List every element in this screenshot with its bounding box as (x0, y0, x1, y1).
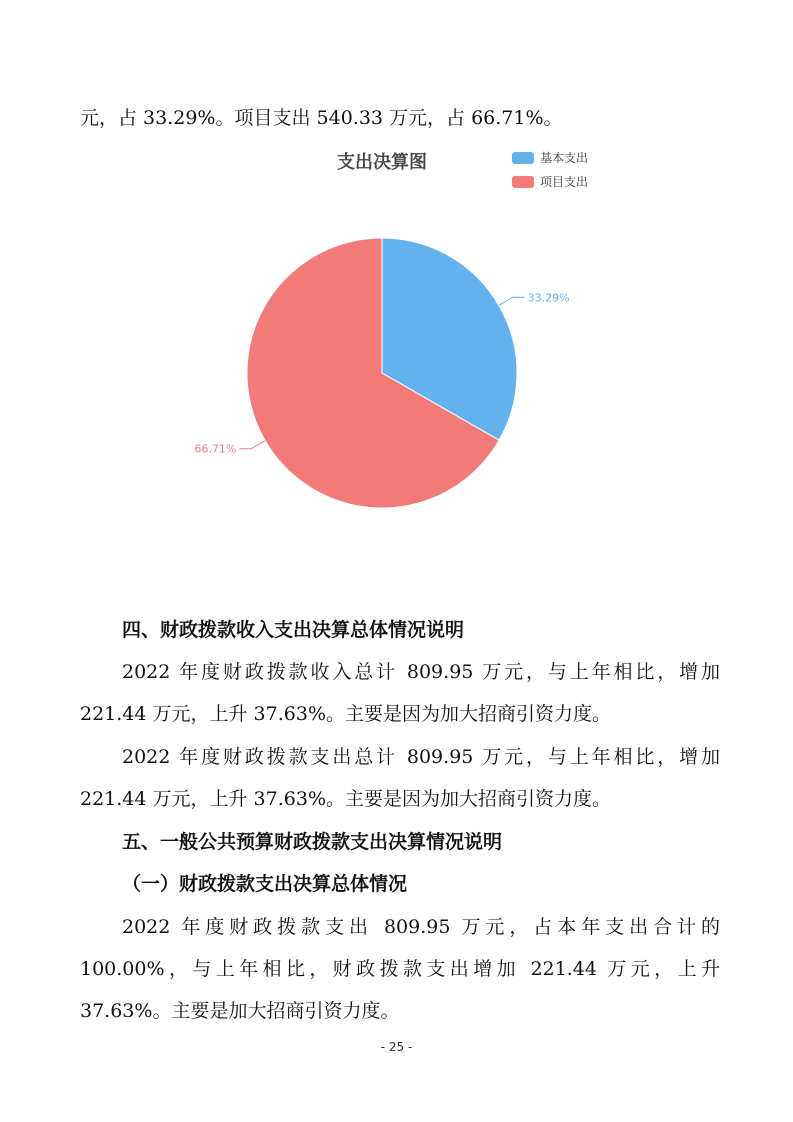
section5-p1-line3: 37.63%。主要是加大招商引资力度。 (80, 1000, 400, 1022)
legend-swatch-basic (512, 152, 534, 164)
pie-slices (247, 238, 517, 508)
page-number: - 25 - (380, 1040, 413, 1054)
slice-label-basic: 33.29% (527, 291, 570, 305)
section5-p1-line1: 2022 年度财政拨款支出 809.95 万元，占本年支出合计的 (122, 916, 720, 938)
slice-leader-project (239, 441, 265, 449)
section4-p1-line2: 221.44 万元，上升 37.63%。主要是因为加大招商引资力度。 (80, 703, 612, 725)
legend-label-project: 项目支出 (540, 175, 589, 189)
chart-legend (512, 150, 588, 189)
section4-heading: 四、财政拨款收入支出决算总体情况说明 (122, 619, 465, 641)
legend-swatch-project (512, 176, 534, 188)
section4-p2-line1: 2022 年度财政拨款支出总计 809.95 万元，与上年相比，增加 (122, 746, 720, 768)
slice-label-project: 66.71% (194, 442, 237, 456)
expenditure-pie-chart (0, 140, 793, 570)
section5-p1-line2: 100.00%，与上年相比，财政拨款支出增加 221.44 万元，上升 (80, 958, 720, 980)
slice-leader-basic (499, 297, 525, 305)
section4-p1-line1: 2022 年度财政拨款收入总计 809.95 万元，与上年相比，增加 (122, 661, 720, 683)
section5-subheading: （一）财政拨款支出决算总体情况 (122, 873, 408, 895)
section5-heading: 五、一般公共预算财政拨款支出决算情况说明 (122, 831, 503, 853)
legend-label-basic: 基本支出 (540, 151, 589, 165)
intro-line: 元，占 33.29%。项目支出 540.33 万元，占 66.71%。 (80, 107, 563, 129)
section4-p2-line2: 221.44 万元，上升 37.63%。主要是因为加大招商引资力度。 (80, 788, 612, 810)
chart-title: 支出决算图 (337, 152, 427, 173)
